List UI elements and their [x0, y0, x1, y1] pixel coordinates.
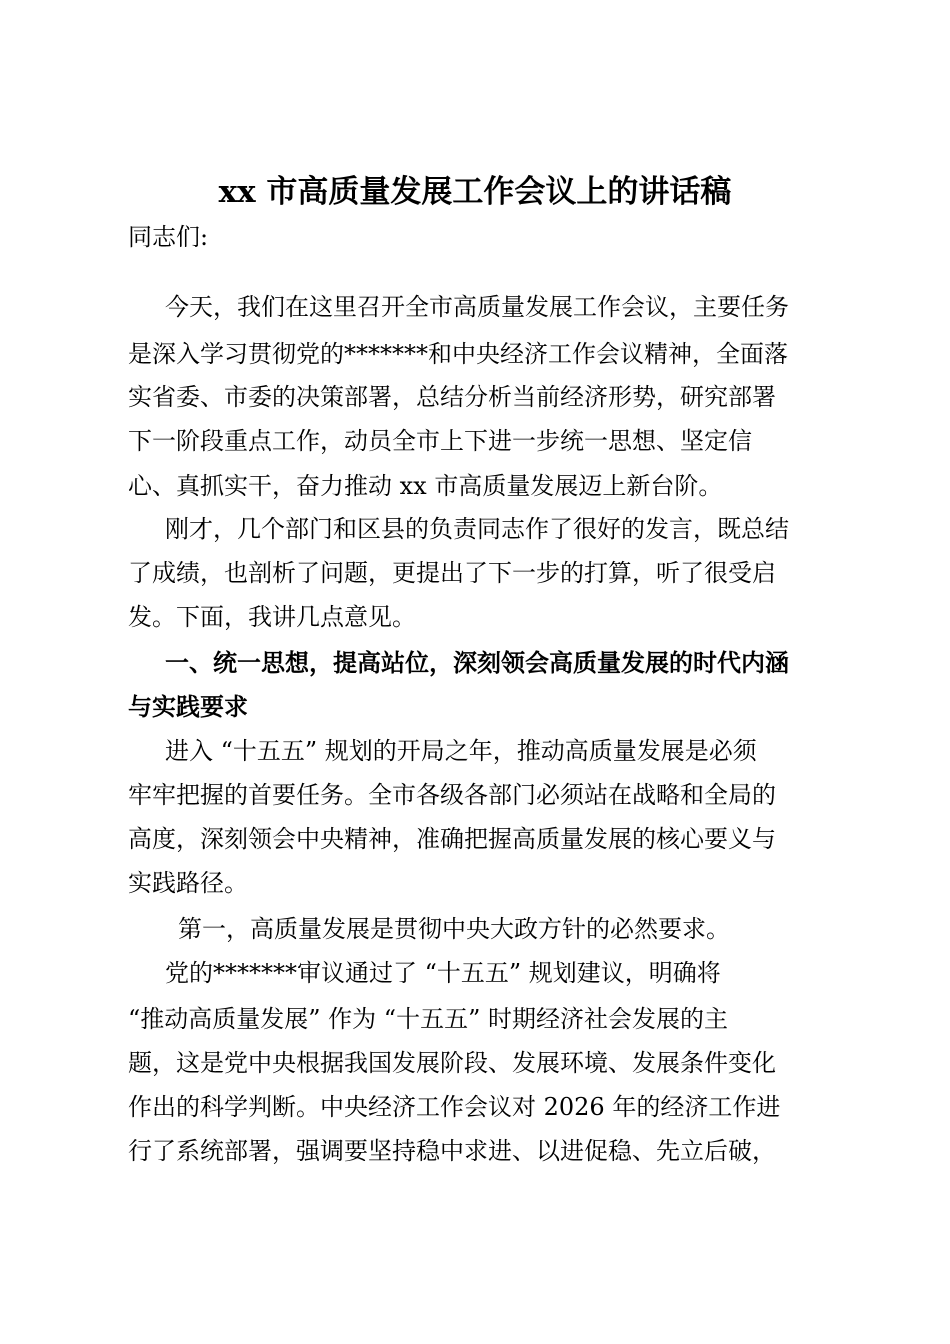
- paragraph-line: 实省委、市委的决策部署，总结分析当前经济形势，研究部署: [128, 383, 776, 411]
- section-heading: 一、统一思想，提高站位，深刻领会高质量发展的时代内涵: [165, 648, 789, 677]
- paragraph-line: 党的*******审议通过了 “十五五” 规划建议，明确将: [165, 959, 721, 987]
- paragraph-line: 作出的科学判断。中央经济工作会议对 2026 年的经济工作进: [128, 1093, 781, 1121]
- section-heading: 与实践要求: [128, 692, 248, 721]
- paragraph-line: “推动高质量发展” 作为 “十五五” 时期经济社会发展的主: [128, 1005, 728, 1033]
- paragraph-line: 了成绩，也剖析了问题，更提出了下一步的打算，听了很受启: [128, 559, 776, 587]
- paragraph-line: 刚才，几个部门和区县的负责同志作了很好的发言，既总结: [165, 515, 789, 543]
- paragraph-line: 下一阶段重点工作，动员全市上下进一步统一思想、坚定信: [128, 427, 752, 455]
- paragraph-line: 实践路径。: [128, 869, 248, 897]
- paragraph-line: 题，这是党中央根据我国发展阶段、发展环境、发展条件变化: [128, 1049, 776, 1077]
- paragraph-line: 心、真抓实干，奋力推动 xx 市高质量发展迈上新台阶。: [128, 472, 723, 500]
- paragraph-line: 发。下面，我讲几点意见。: [128, 603, 416, 631]
- paragraph-line: 进入 “十五五” 规划的开局之年，推动高质量发展是必须: [165, 737, 757, 765]
- document-title: xx 市高质量发展工作会议上的讲话稿: [218, 174, 732, 210]
- paragraph-line: 牢牢把握的首要任务。全市各级各部门必须站在战略和全局的: [128, 781, 776, 809]
- salutation: 同志们:: [128, 223, 209, 251]
- paragraph-line: 是深入学习贯彻党的*******和中央经济工作会议精神，全面落: [128, 340, 788, 368]
- paragraph-line: 今天，我们在这里召开全市高质量发展工作会议，主要任务: [165, 293, 789, 321]
- paragraph-line: 高度，深刻领会中央精神，准确把握高质量发展的核心要义与: [128, 825, 776, 853]
- paragraph-line: 行了系统部署，强调要坚持稳中求进、以进促稳、先立后破，: [128, 1137, 776, 1165]
- point-heading: 第一，高质量发展是贯彻中央大政方针的必然要求。: [178, 915, 730, 943]
